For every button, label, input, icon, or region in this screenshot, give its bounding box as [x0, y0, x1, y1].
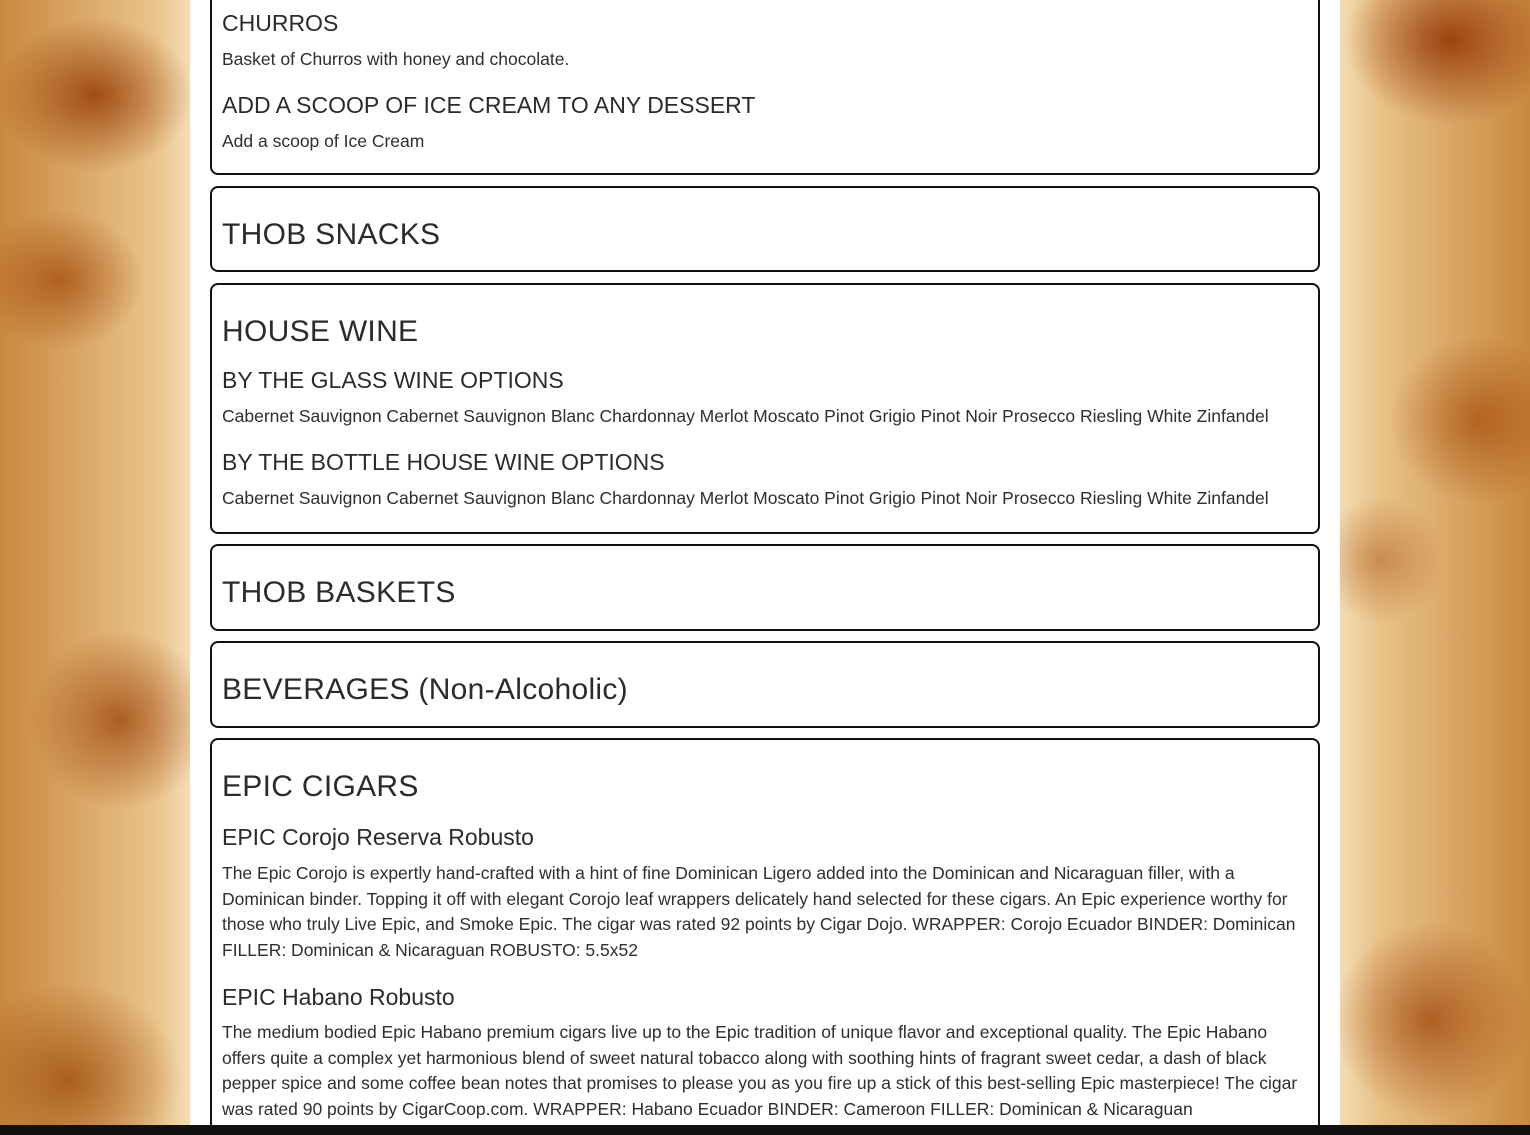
menu-item-description: Basket of Churros with honey and chocolate.	[222, 49, 570, 69]
section-title: THOB BASKETS	[222, 576, 456, 609]
menu-item-description: Add a scoop of Ice Cream	[222, 131, 425, 151]
menu-item-name: EPIC Habano Robusto	[222, 984, 455, 1010]
section-title: BEVERAGES (Non-Alcoholic)	[222, 673, 628, 706]
bottom-bar	[0, 1125, 1530, 1135]
menu-item-description: Cabernet Sauvignon Cabernet Sauvignon Blanc Chardonnay Merlot Moscato Pinot Grigio Pinot Noir Prosecco Riesling White Zinfandel	[222, 406, 1269, 426]
beverages-card[interactable]	[210, 641, 1320, 728]
menu-item-description: The Epic Corojo is expertly hand-crafted with a hint of fine Dominican Ligero added into the Dominican and Nicaraguan filler, with a Dominican binder. Topping it off with elegant Corojo leaf wrappers delicately hand selected for these cigars. An Epic experience worthy for those who truly Live Epic, and Smoke Epic. The cigar was rated 92 points by Cigar Dojo. WRAPPER: Corojo Ecuador BINDER: Dominican FILLER: Dominican & Nicaraguan ROBUSTO: 5.5x52	[222, 863, 1296, 961]
menu-item-name: ADD A SCOOP OF ICE CREAM TO ANY DESSERT	[222, 92, 756, 118]
section-title: EPIC CIGARS	[222, 770, 419, 803]
house-wine-card	[210, 283, 1320, 534]
epic-cigars-card	[210, 738, 1320, 1125]
thob-baskets-card[interactable]	[210, 544, 1320, 631]
thob-snacks-card[interactable]	[210, 186, 1320, 272]
desserts-card	[210, 0, 1320, 175]
menu-item-name: BY THE GLASS WINE OPTIONS	[222, 367, 564, 393]
menu-item-name: EPIC Corojo Reserva Robusto	[222, 824, 534, 850]
menu-page	[190, 0, 1340, 1125]
menu-item-description: Cabernet Sauvignon Cabernet Sauvignon Blanc Chardonnay Merlot Moscato Pinot Grigio Pinot Noir Prosecco Riesling White Zinfandel	[222, 488, 1269, 508]
menu-item-name: BY THE BOTTLE HOUSE WINE OPTIONS	[222, 449, 665, 475]
section-title: HOUSE WINE	[222, 315, 419, 348]
menu-item-name: CHURROS	[222, 10, 339, 36]
menu-item-description: The medium bodied Epic Habano premium cigars live up to the Epic tradition of unique flavor and exceptional quality. The Epic Habano offers quite a complex yet harmonious blend of sweet natural tobacco along with soothing hints of fragrant sweet cedar, a dash of black pepper spice and some coffee bean notes that promises to please you as you fire up a stick of this best-selling Epic masterpiece! The cigar was rated 90 points by CigarCoop.com. WRAPPER: Habano Ecuador BINDER: Cameroon FILLER: Dominican & Nicaraguan	[222, 1022, 1298, 1120]
section-title: THOB SNACKS	[222, 218, 441, 251]
